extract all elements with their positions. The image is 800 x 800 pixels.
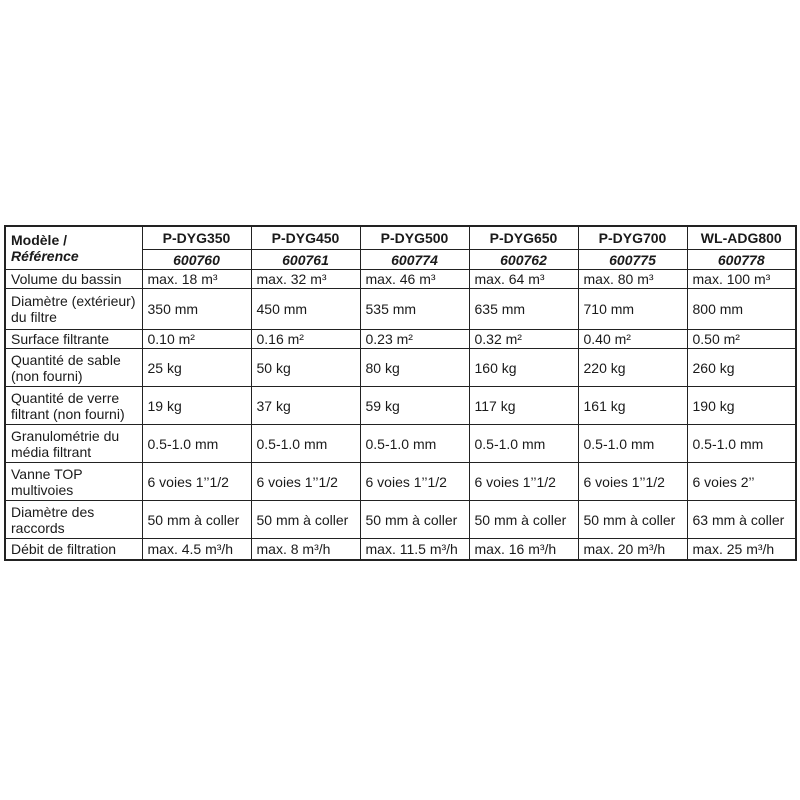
table-cell: max. 11.5 m³/h (360, 539, 469, 561)
spec-table-container (4, 225, 795, 561)
row-label: Granulométrie du média filtrant (5, 425, 142, 463)
table-cell: 25 kg (142, 349, 251, 387)
model-name: P-DYG650 (469, 226, 578, 250)
table-row (5, 463, 796, 501)
row-label: Quantité de sable (non fourni) (5, 349, 142, 387)
table-cell: 160 kg (469, 349, 578, 387)
model-reference: 600762 (469, 250, 578, 270)
table-cell: 0.40 m² (578, 330, 687, 349)
row-label: Vanne TOP multivoies (5, 463, 142, 501)
table-cell: 50 mm à coller (469, 501, 578, 539)
table-cell: max. 20 m³/h (578, 539, 687, 561)
row-label: Débit de filtration (5, 539, 142, 561)
table-cell: 535 mm (360, 289, 469, 330)
table-row (5, 289, 796, 330)
table-body (5, 270, 796, 561)
table-cell: 0.5-1.0 mm (360, 425, 469, 463)
table-cell: 0.10 m² (142, 330, 251, 349)
header-label-cell (5, 226, 142, 270)
table-cell: 635 mm (469, 289, 578, 330)
table-cell: max. 64 m³ (469, 270, 578, 289)
table-cell: 6 voies 2’’ (687, 463, 796, 501)
table-cell: 6 voies 1’’1/2 (251, 463, 360, 501)
model-reference: 600761 (251, 250, 360, 270)
table-cell: 50 mm à coller (360, 501, 469, 539)
header-label-model: Modèle / (11, 232, 68, 248)
row-label: Surface filtrante (5, 330, 142, 349)
table-cell: 63 mm à coller (687, 501, 796, 539)
table-row (5, 387, 796, 425)
table-cell: 0.32 m² (469, 330, 578, 349)
table-row (5, 425, 796, 463)
table-cell: 710 mm (578, 289, 687, 330)
table-cell: 190 kg (687, 387, 796, 425)
table-cell: 0.5-1.0 mm (469, 425, 578, 463)
row-label: Volume du bassin (5, 270, 142, 289)
table-cell: 6 voies 1’’1/2 (142, 463, 251, 501)
table-cell: 0.5-1.0 mm (578, 425, 687, 463)
row-label: Quantité de verre filtrant (non fourni) (5, 387, 142, 425)
table-cell: 50 mm à coller (578, 501, 687, 539)
table-cell: 220 kg (578, 349, 687, 387)
table-cell: 0.5-1.0 mm (142, 425, 251, 463)
row-label: Diamètre des raccords (5, 501, 142, 539)
table-cell: 50 mm à coller (142, 501, 251, 539)
model-name: P-DYG350 (142, 226, 251, 250)
table-cell: max. 25 m³/h (687, 539, 796, 561)
table-cell: 6 voies 1’’1/2 (578, 463, 687, 501)
table-cell: 450 mm (251, 289, 360, 330)
model-name: WL-ADG800 (687, 226, 796, 250)
model-reference: 600760 (142, 250, 251, 270)
model-reference: 600778 (687, 250, 796, 270)
table-cell: max. 18 m³ (142, 270, 251, 289)
table-cell: 0.16 m² (251, 330, 360, 349)
table-cell: max. 100 m³ (687, 270, 796, 289)
table-cell: 80 kg (360, 349, 469, 387)
table-cell: 6 voies 1’’1/2 (360, 463, 469, 501)
table-row (5, 349, 796, 387)
table-cell: 0.23 m² (360, 330, 469, 349)
model-name: P-DYG450 (251, 226, 360, 250)
model-reference: 600774 (360, 250, 469, 270)
table-cell: max. 80 m³ (578, 270, 687, 289)
table-cell: 6 voies 1’’1/2 (469, 463, 578, 501)
table-cell: max. 46 m³ (360, 270, 469, 289)
table-cell: max. 4.5 m³/h (142, 539, 251, 561)
table-cell: 161 kg (578, 387, 687, 425)
table-row (5, 539, 796, 561)
table-cell: 50 kg (251, 349, 360, 387)
row-label: Diamètre (extérieur) du filtre (5, 289, 142, 330)
table-cell: max. 32 m³ (251, 270, 360, 289)
model-name: P-DYG500 (360, 226, 469, 250)
table-row (5, 501, 796, 539)
table-cell: max. 8 m³/h (251, 539, 360, 561)
header-label-reference: Référence (11, 248, 79, 264)
table-cell: 117 kg (469, 387, 578, 425)
table-cell: 0.50 m² (687, 330, 796, 349)
table-cell: 37 kg (251, 387, 360, 425)
table-cell: 50 mm à coller (251, 501, 360, 539)
table-header (5, 226, 796, 270)
spec-table (4, 225, 797, 561)
table-cell: 800 mm (687, 289, 796, 330)
table-row (5, 330, 796, 349)
model-reference: 600775 (578, 250, 687, 270)
table-cell: max. 16 m³/h (469, 539, 578, 561)
table-cell: 59 kg (360, 387, 469, 425)
table-cell: 19 kg (142, 387, 251, 425)
table-cell: 350 mm (142, 289, 251, 330)
table-cell: 0.5-1.0 mm (251, 425, 360, 463)
table-cell: 0.5-1.0 mm (687, 425, 796, 463)
model-name: P-DYG700 (578, 226, 687, 250)
table-cell: 260 kg (687, 349, 796, 387)
table-row (5, 270, 796, 289)
